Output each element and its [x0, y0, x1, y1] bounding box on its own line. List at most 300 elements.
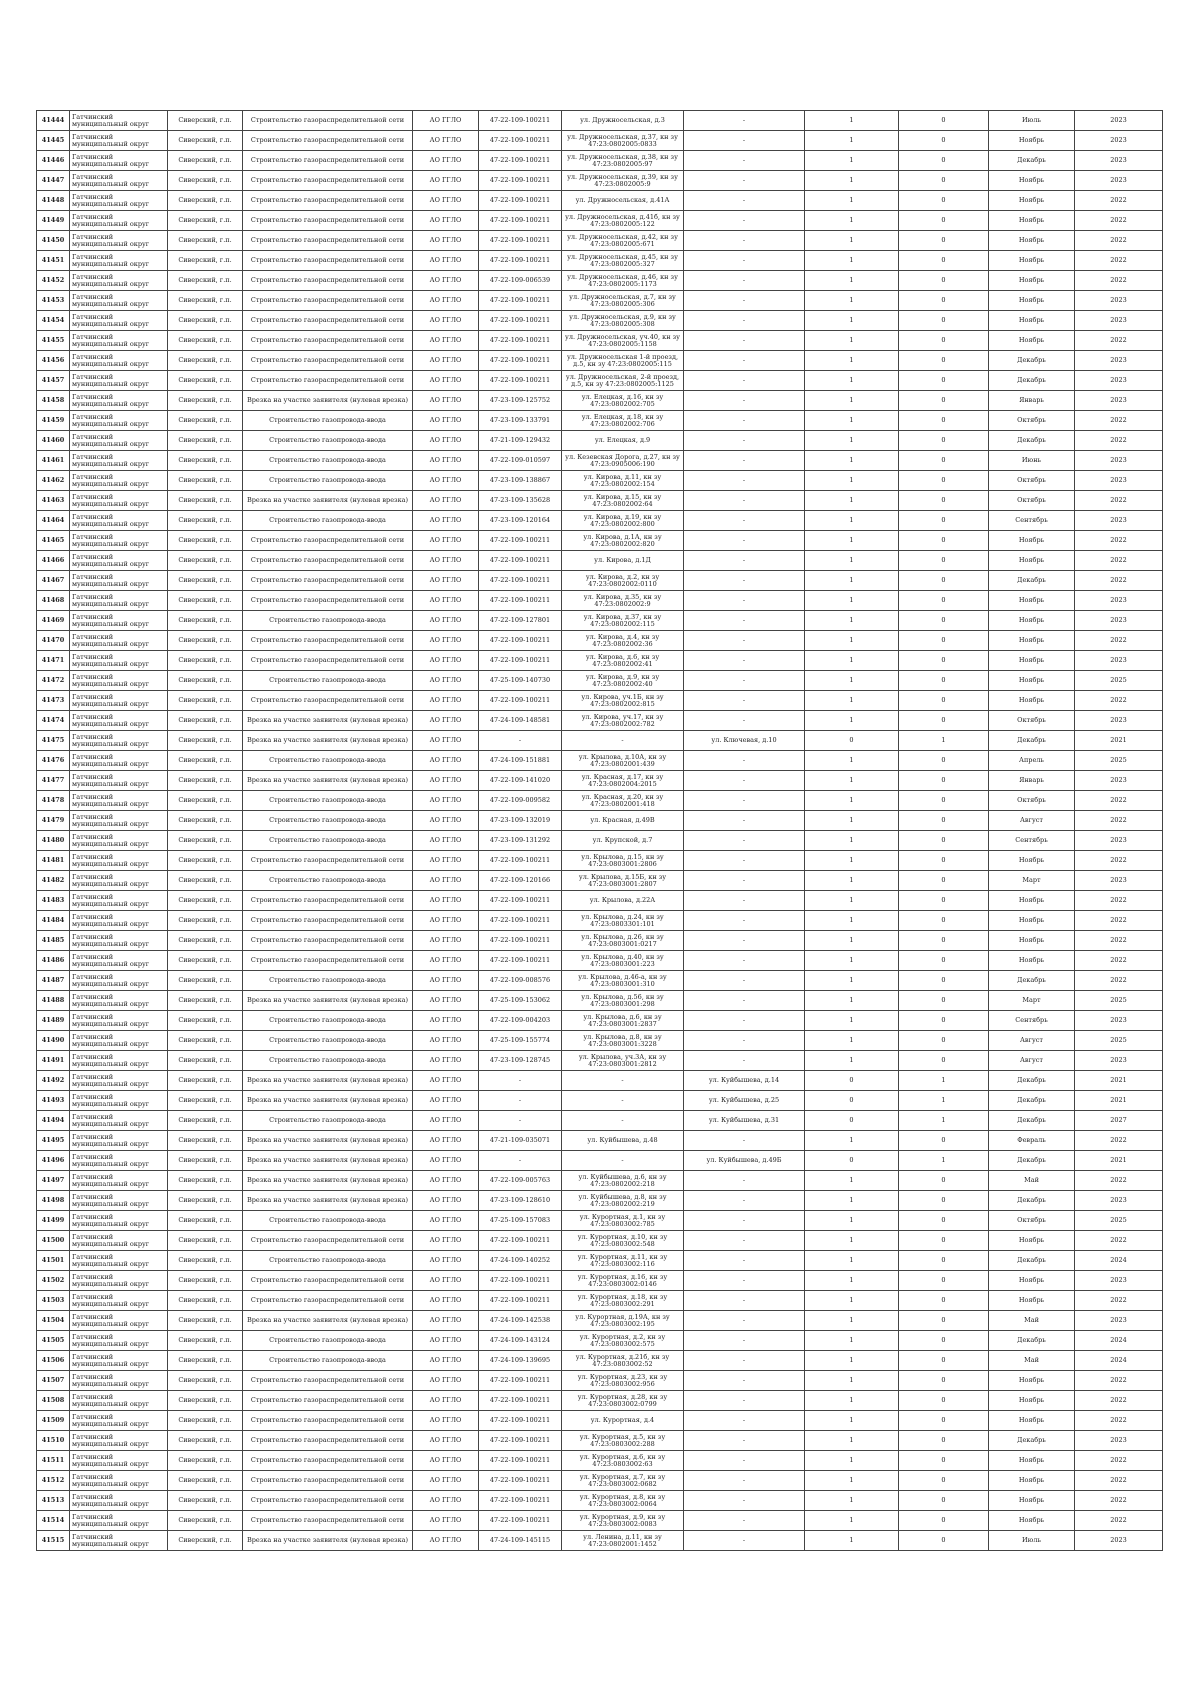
- application-number-cell: 47-22-109-100211: [479, 371, 562, 391]
- alt-address-cell: -: [684, 591, 805, 611]
- row-number: 41498: [37, 1191, 70, 1211]
- org-cell: АО ГГЛО: [413, 1331, 479, 1351]
- alt-address-cell: -: [684, 1291, 805, 1311]
- month-cell: Ноябрь: [989, 931, 1075, 951]
- count-a-cell: 1: [805, 1411, 899, 1431]
- org-cell: АО ГГЛО: [413, 331, 479, 351]
- alt-address-cell: -: [684, 131, 805, 151]
- alt-address-cell: -: [684, 451, 805, 471]
- settlement-cell: Сиверский, г.п.: [168, 1451, 243, 1471]
- alt-address-cell: -: [684, 1191, 805, 1211]
- month-cell: Ноябрь: [989, 631, 1075, 651]
- row-number: 41486: [37, 951, 70, 971]
- count-a-cell: 1: [805, 751, 899, 771]
- count-b-cell: 0: [899, 1251, 989, 1271]
- work-type-cell: Строительство газораспределительной сети: [243, 911, 413, 931]
- alt-address-cell: ул. Куйбышева, д.14: [684, 1071, 805, 1091]
- count-b-cell: 0: [899, 1011, 989, 1031]
- org-cell: АО ГГЛО: [413, 231, 479, 251]
- org-cell: АО ГГЛО: [413, 571, 479, 591]
- table-row: [37, 1371, 1163, 1391]
- month-cell: Июль: [989, 1531, 1075, 1551]
- settlement-cell: Сиверский, г.п.: [168, 591, 243, 611]
- row-number: 41505: [37, 1331, 70, 1351]
- month-cell: Декабрь: [989, 971, 1075, 991]
- org-cell: АО ГГЛО: [413, 1151, 479, 1171]
- alt-address-cell: -: [684, 1251, 805, 1271]
- org-cell: АО ГГЛО: [413, 491, 479, 511]
- table-row: [37, 751, 1163, 771]
- settlement-cell: Сиверский, г.п.: [168, 891, 243, 911]
- count-b-cell: 0: [899, 1491, 989, 1511]
- count-b-cell: 0: [899, 171, 989, 191]
- application-number-cell: 47-22-109-100211: [479, 1411, 562, 1431]
- settlement-cell: Сиверский, г.п.: [168, 571, 243, 591]
- row-number: 41474: [37, 711, 70, 731]
- count-a-cell: 1: [805, 971, 899, 991]
- okrug-cell: Гатчинский муниципальный округ: [70, 691, 168, 711]
- year-cell: 2025: [1075, 991, 1163, 1011]
- table-row: [37, 391, 1163, 411]
- table-row: [37, 131, 1163, 151]
- alt-address-cell: -: [684, 1531, 805, 1551]
- table-row: [37, 891, 1163, 911]
- okrug-cell: Гатчинский муниципальный округ: [70, 1431, 168, 1451]
- year-cell: 2023: [1075, 151, 1163, 171]
- table-row: [37, 551, 1163, 571]
- count-a-cell: 1: [805, 311, 899, 331]
- alt-address-cell: -: [684, 311, 805, 331]
- table-row: [37, 691, 1163, 711]
- settlement-cell: Сиверский, г.п.: [168, 1011, 243, 1031]
- address-cell: ул. Курортная, д.16, кн зу 47:23:0803002:0146: [562, 1271, 684, 1291]
- okrug-cell: Гатчинский муниципальный округ: [70, 1091, 168, 1111]
- alt-address-cell: -: [684, 791, 805, 811]
- settlement-cell: Сиверский, г.п.: [168, 1431, 243, 1451]
- count-b-cell: 0: [899, 871, 989, 891]
- year-cell: 2022: [1075, 1391, 1163, 1411]
- table-row: [37, 991, 1163, 1011]
- count-a-cell: 1: [805, 1031, 899, 1051]
- row-number: 41476: [37, 751, 70, 771]
- work-type-cell: Строительство газораспределительной сети: [243, 111, 413, 131]
- settlement-cell: Сиверский, г.п.: [168, 111, 243, 131]
- application-number-cell: 47-22-109-100211: [479, 131, 562, 151]
- alt-address-cell: -: [684, 291, 805, 311]
- year-cell: 2022: [1075, 931, 1163, 951]
- row-number: 41512: [37, 1471, 70, 1491]
- okrug-cell: Гатчинский муниципальный округ: [70, 871, 168, 891]
- count-a-cell: 1: [805, 451, 899, 471]
- year-cell: 2023: [1075, 591, 1163, 611]
- settlement-cell: Сиверский, г.п.: [168, 1271, 243, 1291]
- application-number-cell: 47-22-109-100211: [479, 651, 562, 671]
- application-number-cell: 47-22-109-006539: [479, 271, 562, 291]
- table-row: [37, 291, 1163, 311]
- settlement-cell: Сиверский, г.п.: [168, 431, 243, 451]
- okrug-cell: Гатчинский муниципальный округ: [70, 571, 168, 591]
- settlement-cell: Сиверский, г.п.: [168, 871, 243, 891]
- application-number-cell: 47-22-109-008576: [479, 971, 562, 991]
- org-cell: АО ГГЛО: [413, 1471, 479, 1491]
- month-cell: Ноябрь: [989, 911, 1075, 931]
- application-number-cell: 47-22-109-100211: [479, 911, 562, 931]
- count-b-cell: 0: [899, 131, 989, 151]
- alt-address-cell: -: [684, 231, 805, 251]
- okrug-cell: Гатчинский муниципальный округ: [70, 311, 168, 331]
- month-cell: Август: [989, 1051, 1075, 1071]
- table-row: [37, 911, 1163, 931]
- table-row: [37, 1451, 1163, 1471]
- work-type-cell: Строительство газораспределительной сети: [243, 1431, 413, 1451]
- month-cell: Август: [989, 1031, 1075, 1051]
- count-b-cell: 0: [899, 1471, 989, 1491]
- okrug-cell: Гатчинский муниципальный округ: [70, 391, 168, 411]
- settlement-cell: Сиверский, г.п.: [168, 411, 243, 431]
- table-row: [37, 271, 1163, 291]
- address-cell: ул. Куйбышева, д.8, кн зу 47:23:0802002:219: [562, 1191, 684, 1211]
- alt-address-cell: -: [684, 571, 805, 591]
- month-cell: Декабрь: [989, 371, 1075, 391]
- org-cell: АО ГГЛО: [413, 191, 479, 211]
- address-cell: ул. Курортная, д.10, кн зу 47:23:0803002:548: [562, 1231, 684, 1251]
- address-cell: ул. Красная, д.20, кн зу 47:23:0802001:418: [562, 791, 684, 811]
- row-number: 41456: [37, 351, 70, 371]
- work-type-cell: Строительство газораспределительной сети: [243, 571, 413, 591]
- count-a-cell: 0: [805, 731, 899, 751]
- year-cell: 2022: [1075, 1131, 1163, 1151]
- address-cell: ул. Крылова, д.26, кн зу 47:23:0803001:0217: [562, 931, 684, 951]
- row-number: 41494: [37, 1111, 70, 1131]
- settlement-cell: Сиверский, г.п.: [168, 831, 243, 851]
- count-a-cell: 1: [805, 331, 899, 351]
- count-b-cell: 0: [899, 411, 989, 431]
- work-type-cell: Строительство газораспределительной сети: [243, 1371, 413, 1391]
- count-b-cell: 0: [899, 251, 989, 271]
- org-cell: АО ГГЛО: [413, 1411, 479, 1431]
- year-cell: 2023: [1075, 611, 1163, 631]
- table-row: [37, 871, 1163, 891]
- work-type-cell: Строительство газопровода-ввода: [243, 1211, 413, 1231]
- count-b-cell: 0: [899, 1131, 989, 1151]
- org-cell: АО ГГЛО: [413, 1131, 479, 1151]
- count-a-cell: 1: [805, 271, 899, 291]
- address-cell: ул. Кезевская Дорога, д.27, кн зу 47:23:0905006:190: [562, 451, 684, 471]
- count-b-cell: 0: [899, 971, 989, 991]
- row-number: 41450: [37, 231, 70, 251]
- address-cell: ул. Крылова, д.15, кн зу 47:23:0803001:2806: [562, 851, 684, 871]
- count-a-cell: 1: [805, 871, 899, 891]
- alt-address-cell: -: [684, 1311, 805, 1331]
- row-number: 41491: [37, 1051, 70, 1071]
- application-number-cell: 47-22-109-100211: [479, 931, 562, 951]
- address-cell: ул. Крылова, д.8, кн зу 47:23:0803001:3228: [562, 1031, 684, 1051]
- org-cell: АО ГГЛО: [413, 891, 479, 911]
- year-cell: 2024: [1075, 1351, 1163, 1371]
- count-a-cell: 1: [805, 591, 899, 611]
- org-cell: АО ГГЛО: [413, 1171, 479, 1191]
- table-row: [37, 1331, 1163, 1351]
- table-row: [37, 1271, 1163, 1291]
- year-cell: 2023: [1075, 511, 1163, 531]
- month-cell: Декабрь: [989, 351, 1075, 371]
- settlement-cell: Сиверский, г.п.: [168, 691, 243, 711]
- okrug-cell: Гатчинский муниципальный округ: [70, 851, 168, 871]
- count-b-cell: 0: [899, 1431, 989, 1451]
- application-number-cell: 47-24-109-151881: [479, 751, 562, 771]
- application-number-cell: 47-22-109-100211: [479, 1231, 562, 1251]
- row-number: 41446: [37, 151, 70, 171]
- work-type-cell: Строительство газораспределительной сети: [243, 251, 413, 271]
- alt-address-cell: -: [684, 491, 805, 511]
- count-a-cell: 1: [805, 1451, 899, 1471]
- year-cell: 2023: [1075, 1531, 1163, 1551]
- month-cell: Сентябрь: [989, 831, 1075, 851]
- count-a-cell: 1: [805, 211, 899, 231]
- work-type-cell: Врезка на участке заявителя (нулевая врезка): [243, 1151, 413, 1171]
- alt-address-cell: -: [684, 1051, 805, 1071]
- address-cell: ул. Крылова, д.22А: [562, 891, 684, 911]
- settlement-cell: Сиверский, г.п.: [168, 671, 243, 691]
- month-cell: Ноябрь: [989, 1451, 1075, 1471]
- okrug-cell: Гатчинский муниципальный округ: [70, 551, 168, 571]
- application-number-cell: 47-22-109-100211: [479, 331, 562, 351]
- count-b-cell: 0: [899, 491, 989, 511]
- org-cell: АО ГГЛО: [413, 691, 479, 711]
- table-row: [37, 231, 1163, 251]
- count-b-cell: 0: [899, 271, 989, 291]
- org-cell: АО ГГЛО: [413, 1351, 479, 1371]
- application-number-cell: 47-25-109-153062: [479, 991, 562, 1011]
- alt-address-cell: -: [684, 391, 805, 411]
- settlement-cell: Сиверский, г.п.: [168, 131, 243, 151]
- year-cell: 2025: [1075, 751, 1163, 771]
- application-number-cell: 47-25-109-140730: [479, 671, 562, 691]
- address-cell: ул. Курортная, д.23, кн зу 47:23:0803002:956: [562, 1371, 684, 1391]
- table-row: [37, 111, 1163, 131]
- alt-address-cell: -: [684, 951, 805, 971]
- settlement-cell: Сиверский, г.п.: [168, 1311, 243, 1331]
- year-cell: 2022: [1075, 971, 1163, 991]
- org-cell: АО ГГЛО: [413, 1191, 479, 1211]
- count-a-cell: 1: [805, 831, 899, 851]
- alt-address-cell: -: [684, 1431, 805, 1451]
- alt-address-cell: -: [684, 651, 805, 671]
- count-b-cell: 1: [899, 1111, 989, 1131]
- table-row: [37, 371, 1163, 391]
- okrug-cell: Гатчинский муниципальный округ: [70, 911, 168, 931]
- address-cell: ул. Красная, д.49В: [562, 811, 684, 831]
- org-cell: АО ГГЛО: [413, 131, 479, 151]
- okrug-cell: Гатчинский муниципальный округ: [70, 511, 168, 531]
- year-cell: 2023: [1075, 131, 1163, 151]
- settlement-cell: Сиверский, г.п.: [168, 1131, 243, 1151]
- table-row: [37, 531, 1163, 551]
- count-a-cell: 1: [805, 151, 899, 171]
- month-cell: Октябрь: [989, 711, 1075, 731]
- month-cell: Ноябрь: [989, 1491, 1075, 1511]
- count-a-cell: 1: [805, 1191, 899, 1211]
- work-type-cell: Строительство газораспределительной сети: [243, 591, 413, 611]
- settlement-cell: Сиверский, г.п.: [168, 1491, 243, 1511]
- address-cell: ул. Дружносельская, д.7, кн зу 47:23:0802005:306: [562, 291, 684, 311]
- count-b-cell: 0: [899, 691, 989, 711]
- application-number-cell: 47-22-109-100211: [479, 691, 562, 711]
- table-row: [37, 1171, 1163, 1191]
- row-number: 41471: [37, 651, 70, 671]
- count-b-cell: 0: [899, 1051, 989, 1071]
- count-a-cell: 1: [805, 1051, 899, 1071]
- address-cell: ул. Дружносельская 1-й проезд, д.5, кн зу 47:23:0802005:115: [562, 351, 684, 371]
- month-cell: Май: [989, 1171, 1075, 1191]
- okrug-cell: Гатчинский муниципальный округ: [70, 471, 168, 491]
- work-type-cell: Строительство газораспределительной сети: [243, 551, 413, 571]
- okrug-cell: Гатчинский муниципальный округ: [70, 1311, 168, 1331]
- org-cell: АО ГГЛО: [413, 831, 479, 851]
- org-cell: АО ГГЛО: [413, 651, 479, 671]
- work-type-cell: Строительство газораспределительной сети: [243, 1511, 413, 1531]
- address-cell: ул. Дружносельская, уч.40, кн зу 47:23:0802005:1158: [562, 331, 684, 351]
- settlement-cell: Сиверский, г.п.: [168, 371, 243, 391]
- table-row: [37, 1231, 1163, 1251]
- table-row: [37, 731, 1163, 751]
- count-b-cell: 0: [899, 711, 989, 731]
- work-type-cell: Строительство газораспределительной сети: [243, 851, 413, 871]
- work-type-cell: Строительство газораспределительной сети: [243, 1451, 413, 1471]
- work-type-cell: Строительство газопровода-ввода: [243, 811, 413, 831]
- row-number: 41500: [37, 1231, 70, 1251]
- table-row: [37, 1091, 1163, 1111]
- address-cell: ул. Дружносельская, д.38, кн зу 47:23:0802005:97: [562, 151, 684, 171]
- row-number: 41463: [37, 491, 70, 511]
- okrug-cell: Гатчинский муниципальный округ: [70, 771, 168, 791]
- work-type-cell: Строительство газопровода-ввода: [243, 1331, 413, 1351]
- application-number-cell: 47-23-109-128745: [479, 1051, 562, 1071]
- month-cell: Июнь: [989, 451, 1075, 471]
- count-a-cell: 1: [805, 911, 899, 931]
- count-b-cell: 0: [899, 651, 989, 671]
- table-row: [37, 1011, 1163, 1031]
- application-number-cell: 47-22-109-127801: [479, 611, 562, 631]
- address-cell: ул. Кирова, д.15, кн зу 47:23:0802002:64: [562, 491, 684, 511]
- row-number: 41490: [37, 1031, 70, 1051]
- year-cell: 2021: [1075, 1071, 1163, 1091]
- alt-address-cell: -: [684, 331, 805, 351]
- settlement-cell: Сиверский, г.п.: [168, 731, 243, 751]
- okrug-cell: Гатчинский муниципальный округ: [70, 191, 168, 211]
- count-b-cell: 0: [899, 311, 989, 331]
- table-row: [37, 1491, 1163, 1511]
- count-b-cell: 0: [899, 431, 989, 451]
- settlement-cell: Сиверский, г.п.: [168, 1071, 243, 1091]
- application-number-cell: 47-22-109-100211: [479, 191, 562, 211]
- alt-address-cell: -: [684, 111, 805, 131]
- alt-address-cell: -: [684, 1471, 805, 1491]
- table-row: [37, 1051, 1163, 1071]
- work-type-cell: Строительство газораспределительной сети: [243, 1491, 413, 1511]
- org-cell: АО ГГЛО: [413, 1071, 479, 1091]
- work-type-cell: Врезка на участке заявителя (нулевая врезка): [243, 1171, 413, 1191]
- count-a-cell: 1: [805, 191, 899, 211]
- okrug-cell: Гатчинский муниципальный округ: [70, 271, 168, 291]
- count-a-cell: 1: [805, 851, 899, 871]
- address-cell: ул. Елецкая, д.18, кн зу 47:23:0802002:706: [562, 411, 684, 431]
- address-cell: ул. Кирова, д.4, кн зу 47:23:0802002:36: [562, 631, 684, 651]
- month-cell: Декабрь: [989, 1251, 1075, 1271]
- row-number: 41489: [37, 1011, 70, 1031]
- row-number: 41493: [37, 1091, 70, 1111]
- address-cell: ул. Елецкая, д.16, кн зу 47:23:0802002:705: [562, 391, 684, 411]
- settlement-cell: Сиверский, г.п.: [168, 1511, 243, 1531]
- org-cell: АО ГГЛО: [413, 1031, 479, 1051]
- org-cell: АО ГГЛО: [413, 251, 479, 271]
- month-cell: Ноябрь: [989, 1471, 1075, 1491]
- row-number: 41497: [37, 1171, 70, 1191]
- count-a-cell: 1: [805, 931, 899, 951]
- address-cell: ул. Ленина, д.11, кн зу 47:23:0802001:1452: [562, 1531, 684, 1551]
- year-cell: 2024: [1075, 1251, 1163, 1271]
- application-number-cell: 47-24-109-143124: [479, 1331, 562, 1351]
- count-a-cell: 1: [805, 1471, 899, 1491]
- org-cell: АО ГГЛО: [413, 731, 479, 751]
- application-number-cell: 47-22-109-100211: [479, 551, 562, 571]
- count-b-cell: 0: [899, 771, 989, 791]
- count-a-cell: 1: [805, 1371, 899, 1391]
- year-cell: 2021: [1075, 1091, 1163, 1111]
- year-cell: 2022: [1075, 691, 1163, 711]
- alt-address-cell: -: [684, 1331, 805, 1351]
- work-type-cell: Строительство газопровода-ввода: [243, 971, 413, 991]
- row-number: 41495: [37, 1131, 70, 1151]
- org-cell: АО ГГЛО: [413, 791, 479, 811]
- count-b-cell: 0: [899, 1331, 989, 1351]
- org-cell: АО ГГЛО: [413, 971, 479, 991]
- application-number-cell: 47-22-109-004203: [479, 1011, 562, 1031]
- work-type-cell: Врезка на участке заявителя (нулевая врезка): [243, 991, 413, 1011]
- alt-address-cell: -: [684, 1271, 805, 1291]
- count-b-cell: 0: [899, 211, 989, 231]
- row-number: 41496: [37, 1151, 70, 1171]
- settlement-cell: Сиверский, г.п.: [168, 1171, 243, 1191]
- org-cell: АО ГГЛО: [413, 611, 479, 631]
- alt-address-cell: -: [684, 1171, 805, 1191]
- count-b-cell: 0: [899, 151, 989, 171]
- row-number: 41467: [37, 571, 70, 591]
- application-number-cell: 47-23-109-128610: [479, 1191, 562, 1211]
- org-cell: АО ГГЛО: [413, 751, 479, 771]
- month-cell: Ноябрь: [989, 311, 1075, 331]
- address-cell: ул. Дружносельская, д.39, кн зу 47:23:0802005:9: [562, 171, 684, 191]
- okrug-cell: Гатчинский муниципальный округ: [70, 1351, 168, 1371]
- settlement-cell: Сиверский, г.п.: [168, 391, 243, 411]
- address-cell: ул. Курортная, д.5, кн зу 47:23:0803002:288: [562, 1431, 684, 1451]
- address-cell: ул. Курортная, д.6, кн зу 47:23:0803002:63: [562, 1451, 684, 1471]
- address-cell: ул. Крупской, д.7: [562, 831, 684, 851]
- count-b-cell: 0: [899, 571, 989, 591]
- month-cell: Ноябрь: [989, 1511, 1075, 1531]
- count-b-cell: 0: [899, 191, 989, 211]
- year-cell: 2022: [1075, 251, 1163, 271]
- work-type-cell: Строительство газораспределительной сети: [243, 191, 413, 211]
- work-type-cell: Строительство газораспределительной сети: [243, 1411, 413, 1431]
- work-type-cell: Строительство газопровода-ввода: [243, 791, 413, 811]
- row-number: 41501: [37, 1251, 70, 1271]
- okrug-cell: Гатчинский муниципальный округ: [70, 1471, 168, 1491]
- count-a-cell: 0: [805, 1111, 899, 1131]
- year-cell: 2022: [1075, 491, 1163, 511]
- work-type-cell: Врезка на участке заявителя (нулевая врезка): [243, 1191, 413, 1211]
- year-cell: 2023: [1075, 1051, 1163, 1071]
